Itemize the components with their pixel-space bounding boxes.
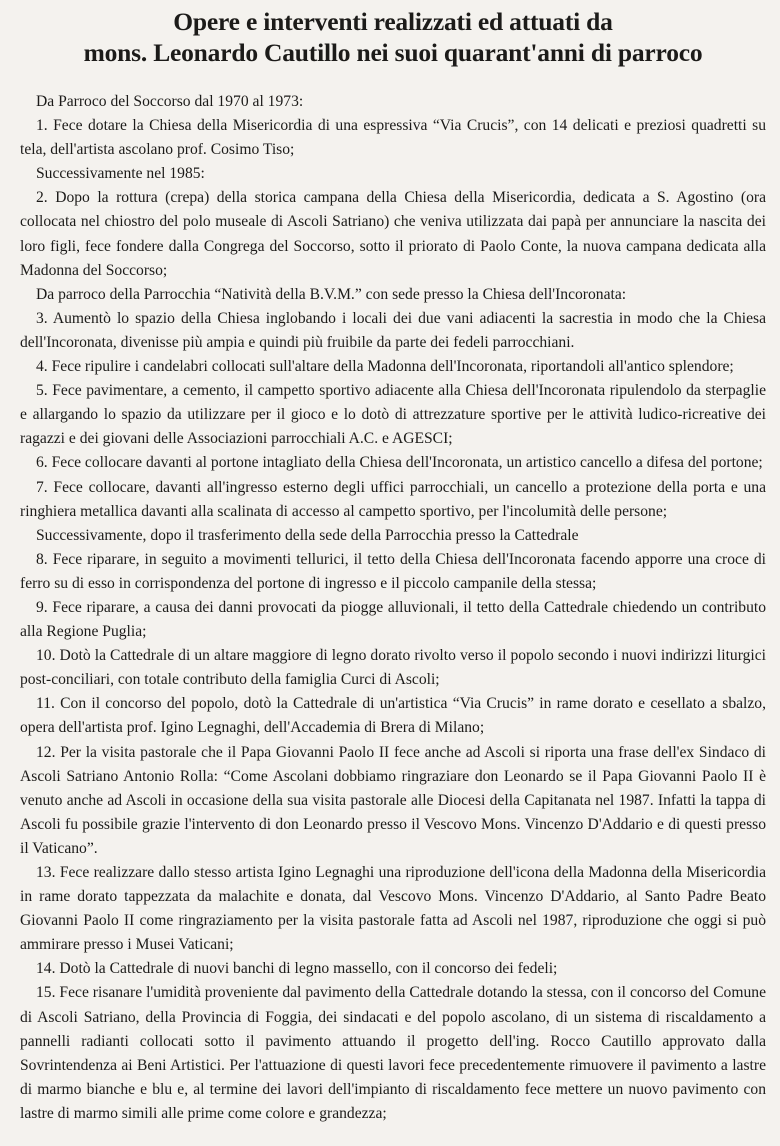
item-5: 5. Fece pavimentare, a cemento, il campetto sportivo adiacente alla Chiesa dell'Incoronata ripulendolo da sterpaglie e allargando lo spazio da utilizzare per il gioco e lo dotò di attrezzature sportive per le attività ludico-ricreative dei ragazzi e dei giovani delle Associazioni parrocchiali A.C. e AGESCI; [20, 382, 766, 448]
item-7: 7. Fece collocare, davanti all'ingresso esterno degli uffici parrocchiali, un cancello a protezione della porta e una ringhiera metallica davanti alla scalinata di accesso al campetto sportivo, per l'incolumità delle persone; [20, 478, 766, 520]
title-line-1: Opere e interventi realizzati ed attuati da [173, 7, 613, 36]
section-intro-cattedrale: Successivamente, dopo il trasferimento della sede della Parrocchia presso la Cattedrale [36, 526, 579, 544]
document-title [20, 6, 766, 68]
section-intro-soccorso: Da Parroco del Soccorso dal 1970 al 1973: [36, 93, 304, 110]
item-4: 4. Fece ripulire i candelabri collocati sull'altare della Madonna dell'Incoronata, riportandoli all'antico splendore; [36, 358, 734, 376]
document-body [20, 90, 766, 1126]
section-intro-1985: Successivamente nel 1985: [36, 165, 205, 183]
item-9: 9. Fece riparare, a causa dei danni provocati da piogge alluvionali, il tetto della Cattedrale chiedendo un contributo alla Regione Puglia; [20, 598, 766, 641]
item-13: 13. Fece realizzare dallo stesso artista Igino Legnaghi una riproduzione dell'icona della Madonna della Misericordia in rame dorato tappezzata da malachite e donata, dal Vescovo Mons. Vincenzo D'Addario, al Santo Padre Beato Giovanni Paolo II come ringraziamento per la visita pastorale fatta ad Ascoli nel 1987, riproduzione che oggi si può ammirare presso i Musei Vaticani; [20, 864, 766, 954]
item-14: 14. Dotò la Cattedrale di nuovi banchi di legno massello, con il concorso dei fedeli; [36, 960, 558, 978]
item-1: 1. Fece dotare la Chiesa della Misericordia di una espressiva “Via Crucis”, con 14 delicati e preziosi quadretti su tela, dell'artista ascolano prof. Cosimo Tiso; [20, 117, 766, 159]
item-6: 6. Fece collocare davanti al portone intagliato della Chiesa dell'Incoronata, un artistico cancello a difesa del portone; [36, 454, 763, 472]
item-12: 12. Per la visita pastorale che il Papa Giovanni Paolo II fece anche ad Ascoli si riporta una frase dell'ex Sindaco di Ascoli Satriano Antonio Rolla: “Come Ascolani dobbiamo ringraziare don Leonardo se il Papa Giovanni Paolo II è venuto anche ad Ascoli in occasione della sua visita pastorale alle Diocesi della Capitanata nel 1987. Infatti la tappa di Ascoli fu possibile grazie l'intervento di don Leonardo presso il Vescovo Mons. Vincenzo D'Addario e di questi presso il Vaticano”. [20, 743, 766, 857]
title-line-2: mons. Leonardo Cautillo nei suoi quarant'anni di parroco [83, 38, 703, 67]
item-10: 10. Dotò la Cattedrale di un altare maggiore di legno dorato rivolto verso il popolo secondo i nuovi indirizzi liturgici post-conciliari, con totale contributo della famiglia Curci di Ascoli; [20, 647, 766, 689]
item-11: 11. Con il concorso del popolo, dotò la Cattedrale di un'artistica “Via Crucis” in rame dorato e cesellato a sbalzo, opera dell'artista prof. Igino Legnaghi, dell'Accademia di Brera di Milano; [20, 695, 766, 737]
item-8: 8. Fece riparare, in seguito a movimenti tellurici, il tetto della Chiesa dell'Incoronata facendo apporre una croce di ferro su di esso in corrispondenza del portone di ingresso e il piccolo campanile della stessa; [20, 550, 766, 592]
item-3: 3. Aumentò lo spazio della Chiesa inglobando i locali dei due vani adiacenti la sacrestia in modo che la Chiesa dell'Incoronata, divenisse più ampia e quindi più fruibile da parte dei fedeli parrocchiani. [20, 309, 766, 351]
item-15: 15. Fece risanare l'umidità proveniente dal pavimento della Cattedrale dotando la stessa, con il concorso del Comune di Ascoli Satriano, della Provincia di Foggia, dei sindacati e del popolo ascolano, di un sistema di riscaldamento a pannelli radianti collocati sotto il pavimento attuando il progetto dell'ing. Rocco Cautillo approvato dalla Sovrintendenza ai Beni Artistici. Per l'attuazione di questi lavori fece precedentemente rimuovere il pavimento a lastre di marmo bianche e blu e, al termine dei lavori dell'impianto di riscaldamento fece mettere un nuovo pavimento con lastre di marmo simili alle prime come colore e grandezza; [20, 984, 766, 1122]
section-intro-incoronata: Da parroco della Parrocchia “Natività della B.V.M.” con sede presso la Chiesa dell'Incoronata: [36, 285, 627, 303]
item-2: 2. Dopo la rottura (crepa) della storica campana della Chiesa della Misericordia, dedicata a S. Agostino (ora collocata nel chiostro del polo museale di Ascoli Satriano) che veniva utilizzata dai papà per annunciare la nascita dei loro figli, fece fondere dalla Congrega del Soccorso, sotto il priorato di Paolo Conte, la nuova campana dedicata alla Madonna del Soccorso; [20, 189, 766, 279]
